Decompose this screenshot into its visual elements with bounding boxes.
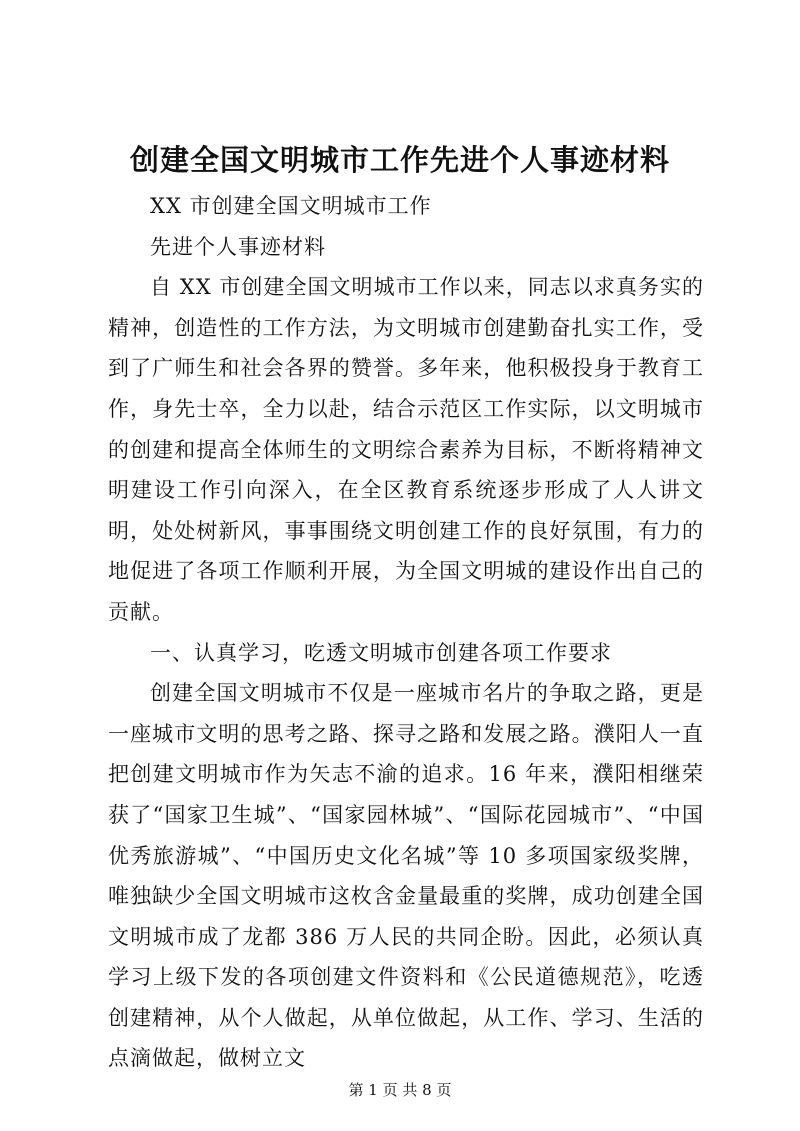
document-body bbox=[108, 186, 704, 1079]
paragraph-heading-line-1: XX 市创建全国文明城市工作 bbox=[150, 194, 432, 218]
section-heading-1: 一、认真学习，吃透文明城市创建各项工作要求 bbox=[150, 640, 612, 665]
paragraph-section-1: 创建全国文明城市不仅是一座城市名片的争取之路，更是一座城市文明的思考之路、探寻之路和发展之路。濮阳人一直把创建文明城市作为矢志不渝的追求。16 年来，濮阳相继荣获了“国家卫生城”、“国家园林城”、“国际花园城市”、“中国优秀旅游城”、“中国历史文化名城”等 10 多项国家级奖牌，唯独缺少全国文明城市这枚含金量最重的奖牌，成功创建全国文明城市成了龙都 386 万人民的共同企盼。因此，必须认真学习上级下发的各项创建文件资料和《公民道德规范》，吃透创建精神，从个人做起，从单位做起，从工作、学习、生活的点滴做起，做树立文 bbox=[108, 681, 704, 1071]
paragraph-intro: 自 XX 市创建全国文明城市工作以来，同志以求真务实的精神，创造性的工作方法，为文明城市创建勤奋扎实工作，受到了广师生和社会各界的赞誉。多年来，他积极投身于教育工作，身先士卒，全力以赴，结合示范区工作实际，以文明城市的创建和提高全体师生的文明综合素养为目标，不断将精神文明建设工作引向深入，在全区教育系统逐步形成了人人讲文明，处处树新风，事事围绕文明创建工作的良好氛围，有力的地促进了各项工作顺利开展，为全国文明城的建设作出自己的贡献。 bbox=[108, 275, 704, 624]
page-footer: 第 1 页 共 8 页 bbox=[348, 1081, 452, 1099]
document-title: 创建全国文明城市工作先进个人事迹材料 bbox=[129, 143, 670, 177]
paragraph-heading-line-2: 先进个人事迹材料 bbox=[150, 234, 326, 259]
